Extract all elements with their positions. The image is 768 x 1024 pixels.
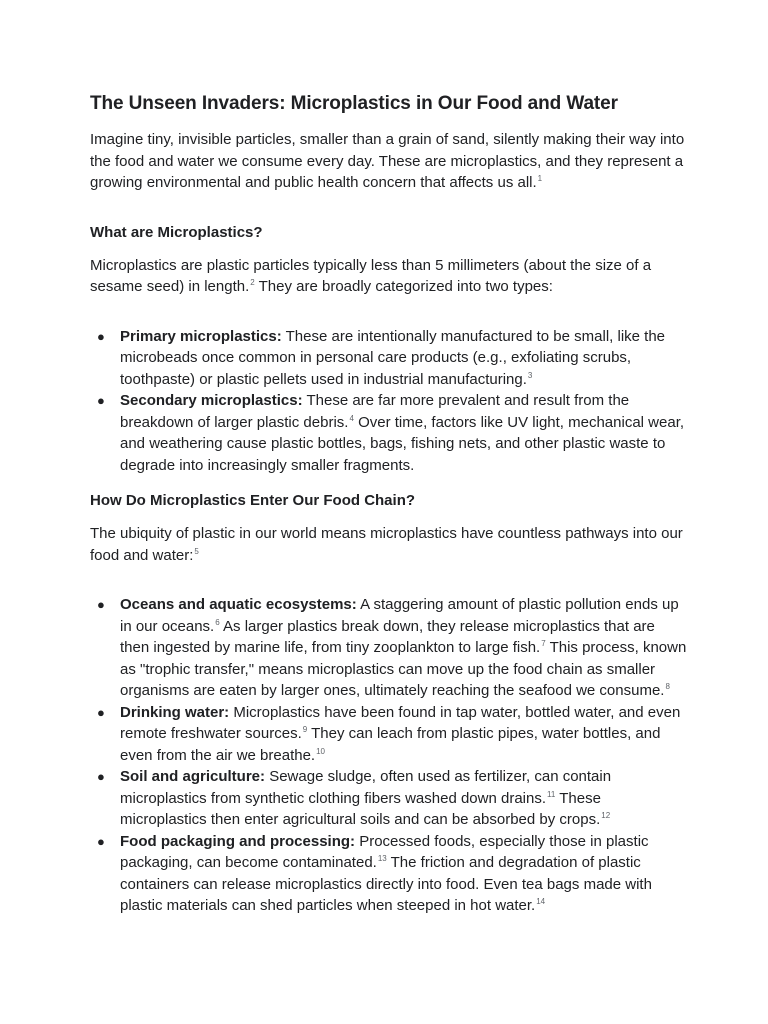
bullet-icon: ● — [97, 393, 105, 408]
footnote-ref: 14 — [536, 897, 546, 906]
section2-paragraph: The ubiquity of plastic in our world means microplastics have countless pathways into our food and water:$^5$ — [90, 525, 683, 564]
section-heading-what: What are Microplastics? — [90, 223, 263, 241]
list-item: ● Food packaging and processing: Processed foods, especially those in plastic packaging, can become contaminated.$^{13}$ The friction and degradation of plastic containers can release microplastics directly into food. Even tea bags made with plastic materials can shed particles when steeped in hot water.$^{14}$ — [97, 832, 652, 914]
footnote-ref: 13 — [377, 854, 387, 863]
footnote-ref: 9 — [302, 725, 308, 734]
list-item: ● Primary microplastics: These are intentionally manufactured to be small, like the microbeads once common in personal care products (e.g., exfoliating scrubs, toothpaste) or plastic pellets used in industrial manufacturing.$^3$ — [97, 327, 666, 388]
footnote-ref: 3 — [527, 370, 533, 380]
footnote-ref: 4 — [349, 413, 354, 423]
types-list — [90, 326, 688, 477]
footnote-ref: 2 — [250, 278, 255, 287]
footnote-ref: 6 — [215, 617, 220, 627]
footnote-ref: 5 — [194, 546, 199, 556]
page-title: The Unseen Invaders: Microplastics in Our Food and Water — [90, 93, 618, 114]
footnote-ref: 7 — [541, 639, 546, 648]
bullet-icon: ● — [97, 704, 105, 720]
pathways-list — [90, 594, 688, 917]
footnote-ref: 1 — [537, 174, 543, 183]
intro-paragraph: Imagine tiny, invisible particles, smaller than a grain of sand, silently making their way into the food and water we consume every day. These are microplastics, and they represent a growing environmental and public health concern that affects us all.$^1$ — [90, 131, 685, 191]
list-item: ● Oceans and aquatic ecosystems: A staggering amount of plastic pollution ends up in our oceans.$^6$ As larger plastics break down, they release microplastics that are then ingested by marine life, from tiny zooplankton to large fish.$^7$ This process, known as "trophic transfer," means microplastics can move up the food chain as smaller organisms are eaten by larger ones, ultimately reaching the seafood we consume.$^8$ — [97, 596, 687, 699]
section1-paragraph: Microplastics are plastic particles typically less than 5 millimeters (about the size of a sesame seed) in length.$^2$ They are broadly categorized into two types: — [90, 256, 652, 295]
footnote-ref: 8 — [665, 682, 670, 691]
bullet-icon: ● — [97, 328, 105, 344]
bullet-icon: ● — [97, 769, 105, 784]
list-item: ● Drinking water: Microplastics have been found in tap water, bottled water, and even remote freshwater sources.$^9$ They can leach from plastic pipes, water bottles, and even from the air we breathe.$^{10}$ — [97, 703, 681, 764]
bullet-icon: ● — [97, 597, 105, 612]
footnote-ref: 10 — [316, 746, 326, 756]
bullet-icon: ● — [97, 833, 105, 849]
footnote-ref: 11 — [547, 789, 556, 799]
list-item: ● Soil and agriculture: Sewage sludge, often used as fertilizer, can contain microplastics from synthetic clothing fibers washed down drains.$^{11}$ These microplastics then enter agricultural soils and can be absorbed by crops.$^{12}$ — [97, 768, 612, 828]
footnote-ref: 12 — [601, 811, 611, 820]
list-item: ● Secondary microplastics: These are far more prevalent and result from the breakdown of larger plastic debris.$^4$ Over time, factors like UV light, mechanical wear, and weathering cause plastic bottles, bags, fishing nets, and other plastic waste to degrade into increasingly smaller fragments. — [97, 392, 685, 474]
section-heading-how: How Do Microplastics Enter Our Food Chain? — [90, 492, 416, 509]
